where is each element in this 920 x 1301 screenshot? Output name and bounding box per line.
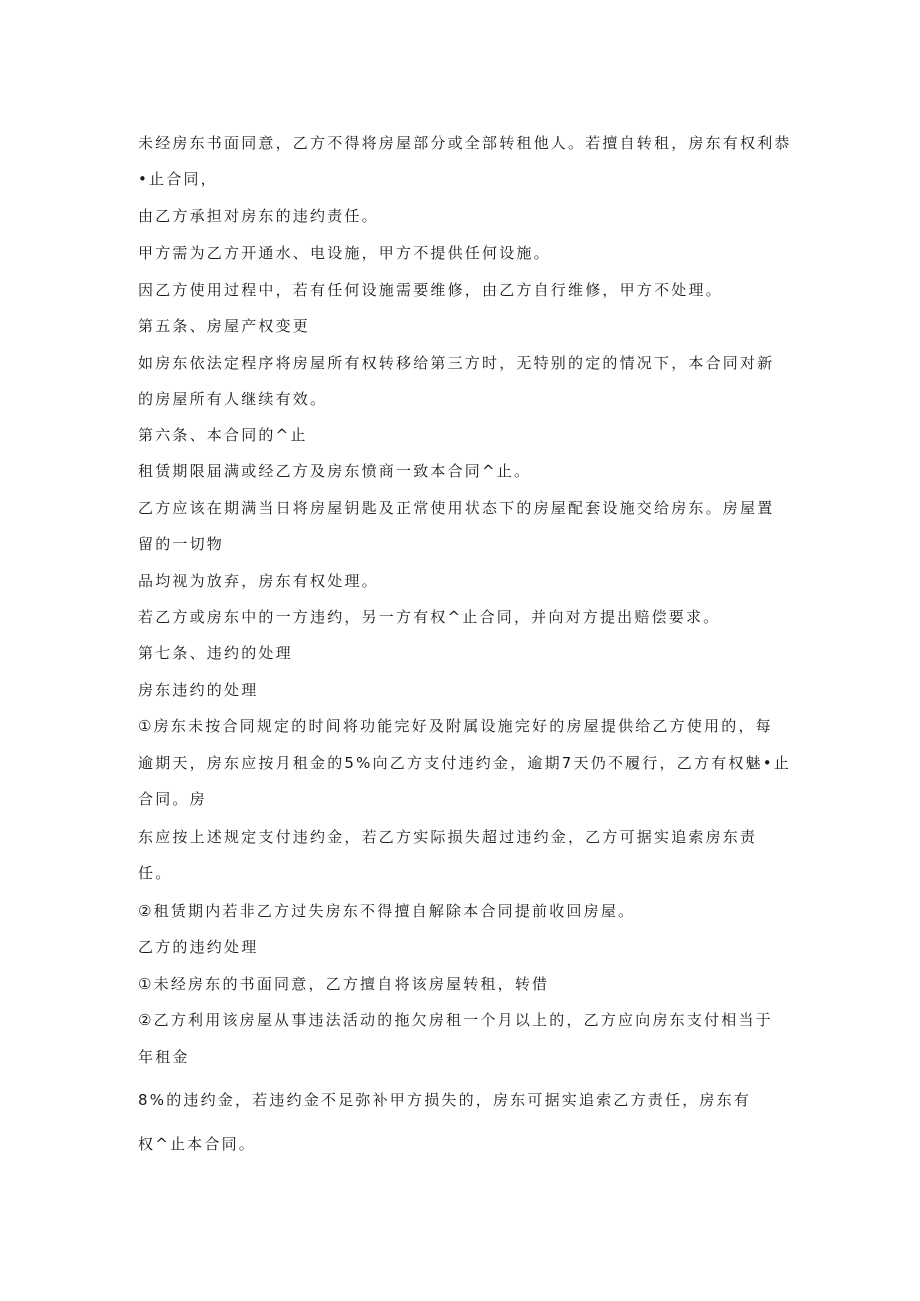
text-line: 品均视为放弃，房东有权处理。 xyxy=(138,572,379,590)
text-line: 甲方需为乙方开通水、电设施，甲方不提供任何设施。 xyxy=(138,244,551,262)
section-heading: 第六条、本合同的^止 xyxy=(138,426,308,444)
text-line: 权^止本合同。 xyxy=(138,1135,256,1153)
text-line: 乙方应该在期满当日将房屋钥匙及正常使用状态下的房屋配套设施交给房东。房屋置 xyxy=(138,499,775,517)
text-line: 逾期天，房东应按月租金的5%向乙方支付违约金，逾期7天仍不履行，乙方有权魅•止 xyxy=(138,754,791,772)
text-line: ①房东未按合同规定的时间将功能完好及附属设施完好的房屋提供给乙方使用的，每 xyxy=(138,717,773,735)
text-line: 8%的违约金，若违约金不足弥补甲方损失的，房东可据实追索乙方责任，房东有 xyxy=(138,1091,751,1109)
text-line: 若乙方或房东中的一方违约，另一方有权^止合同，并向对方提出赔偿要求。 xyxy=(138,608,721,626)
section-heading: 第七条、违约的处理 xyxy=(138,644,293,662)
section-heading: 第五条、房屋产权变更 xyxy=(138,317,311,335)
text-line: 合同。房 xyxy=(138,790,207,808)
text-line: 的房屋所有人继续有效。 xyxy=(138,390,328,408)
text-line: ①未经房东的书面同意，乙方擅自将该房屋转租，转借 xyxy=(138,975,550,993)
subsection-heading: 乙方的违约处理 xyxy=(138,938,259,956)
text-line: 租赁期限届满或经乙方及房东愤商一致本合同^止。 xyxy=(138,462,532,480)
text-line: ②乙方利用该房屋从事违法活动的拖欠房租一个月以上的，乙方应向房东支付相当于 xyxy=(138,1011,773,1029)
text-line: 年租金 xyxy=(138,1048,190,1066)
text-line: 由乙方承担对房东的违约责任。 xyxy=(138,207,379,225)
text-line: ②租赁期内若非乙方过失房东不得擅自解除本合同提前收回房屋。 xyxy=(138,902,636,920)
text-line: •止合同， xyxy=(138,170,218,188)
text-line: 如房东依法定程序将房屋所有权转移给第三方时，无特别的定的情况下，本合同对新 xyxy=(138,354,775,372)
subsection-heading: 房东违约的处理 xyxy=(138,681,259,699)
text-line: 东应按上述规定支付违约金，若乙方实际损失超过违约金，乙方可据实追索房东责 xyxy=(138,828,758,846)
text-line: 未经房东书面同意，乙方不得将房屋部分或全部转租他人。若擅自转租，房东有权利恭 xyxy=(138,134,792,152)
text-line: 留的一切物 xyxy=(138,535,225,553)
text-line: 因乙方使用过程中，若有任何设施需要维修，由乙方自行维修，甲方不处理。 xyxy=(138,281,723,299)
text-line: 任。 xyxy=(138,864,173,882)
